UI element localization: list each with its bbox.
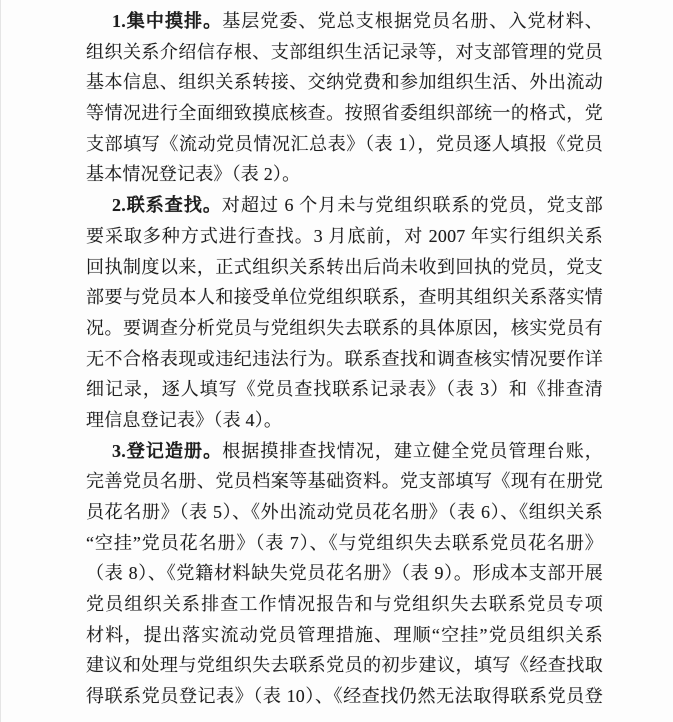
text-line [86,436,603,467]
text-run: 细记录，逐人填写《党员查找联系记录表》（表 3）和《排查清 [86,379,603,400]
text-run: 基本情况登记表》（表 2）。 [86,164,301,185]
text-line [86,681,603,712]
text-line [86,650,603,681]
paragraph-number-heading: 3.登记造册。 [112,440,223,461]
paragraph-number-heading: 1.集中摸排。 [112,11,223,31]
text-run: 况。要调查分析党员与党组织失去联系的具体原因，核实党员有 [86,317,603,338]
text-run: 建议和处理与党组织失去联系党员的初步建议，填写《经查找取 [86,655,603,676]
text-run: 完善党员名册、党员档案等基础资料。党支部填写《现有在册党 [86,471,603,492]
text-line [86,190,603,221]
text-run: 部要与党员本人和接受单位党组织联系，查明其组织关系落实情 [86,287,603,308]
text-line [86,374,603,405]
text-line [86,313,603,344]
text-line [86,67,603,98]
text-line [86,37,603,68]
text-line [86,466,603,497]
text-run: 组织关系介绍信存根、支部组织生活记录等，对支部管理的党员 [86,41,603,62]
text-line [86,98,603,129]
text-line [86,282,603,313]
text-run: 对超过 6 个月未与党组织联系的党员，党支部 [221,195,603,216]
paragraph-number-heading: 2.联系查找。 [112,195,222,216]
text-line [86,589,603,620]
document-text-block [86,6,603,712]
text-run: 得联系党员登记表》（表 10）、《经查找仍然无法取得联系党员登 [86,686,603,707]
text-line [86,344,603,375]
text-run: 无不合格表现或违纪违法行为。联系查找和调查核实情况要作详 [86,348,603,369]
text-run: “空挂”党员花名册》（表 7）、《与党组织失去联系党员花名册》 [86,532,603,553]
scan-edge-artifact [0,0,1,722]
text-run: 党员组织关系排查工作情况报告和与党组织失去联系党员专项 [86,594,603,615]
text-line [86,252,603,283]
text-line [86,6,603,37]
text-line [86,405,603,436]
text-run: （表 8）、《党籍材料缺失党员花名册》（表 9）。形成本支部开展 [86,563,603,584]
text-line [86,558,603,589]
text-line [86,528,603,559]
text-run: 材料，提出落实流动党员管理措施、理顺“空挂”党员组织关系 [86,624,603,645]
text-line [86,129,603,160]
text-run: 根据摸排查找情况，建立健全党员管理台账， [222,440,603,461]
text-run: 理信息登记表》（表 4）。 [86,409,283,430]
text-run: 基本信息、组织关系转接、交纳党费和参加组织生活、外出流动 [86,72,603,93]
text-run: 回执制度以来，正式组织关系转出后尚未收到回执的党员，党支 [86,256,603,277]
text-run: 支部填写《流动党员情况汇总表》（表 1），党员逐人填报《党员 [86,133,603,154]
text-run: 要采取多种方式进行查找。3 月底前，对 2007 年实行组织关系 [86,225,603,246]
text-run: 基层党委、党总支根据党员名册、入党材料、 [222,11,603,31]
text-line [86,159,603,190]
text-line [86,221,603,252]
text-line [86,497,603,528]
text-line [86,620,603,651]
text-run: 等情况进行全面细致摸底核查。按照省委组织部统一的格式，党 [86,103,603,124]
text-run: 员花名册》（表 5）、《外出流动党员花名册》（表 6）、《组织关系 [86,502,603,522]
